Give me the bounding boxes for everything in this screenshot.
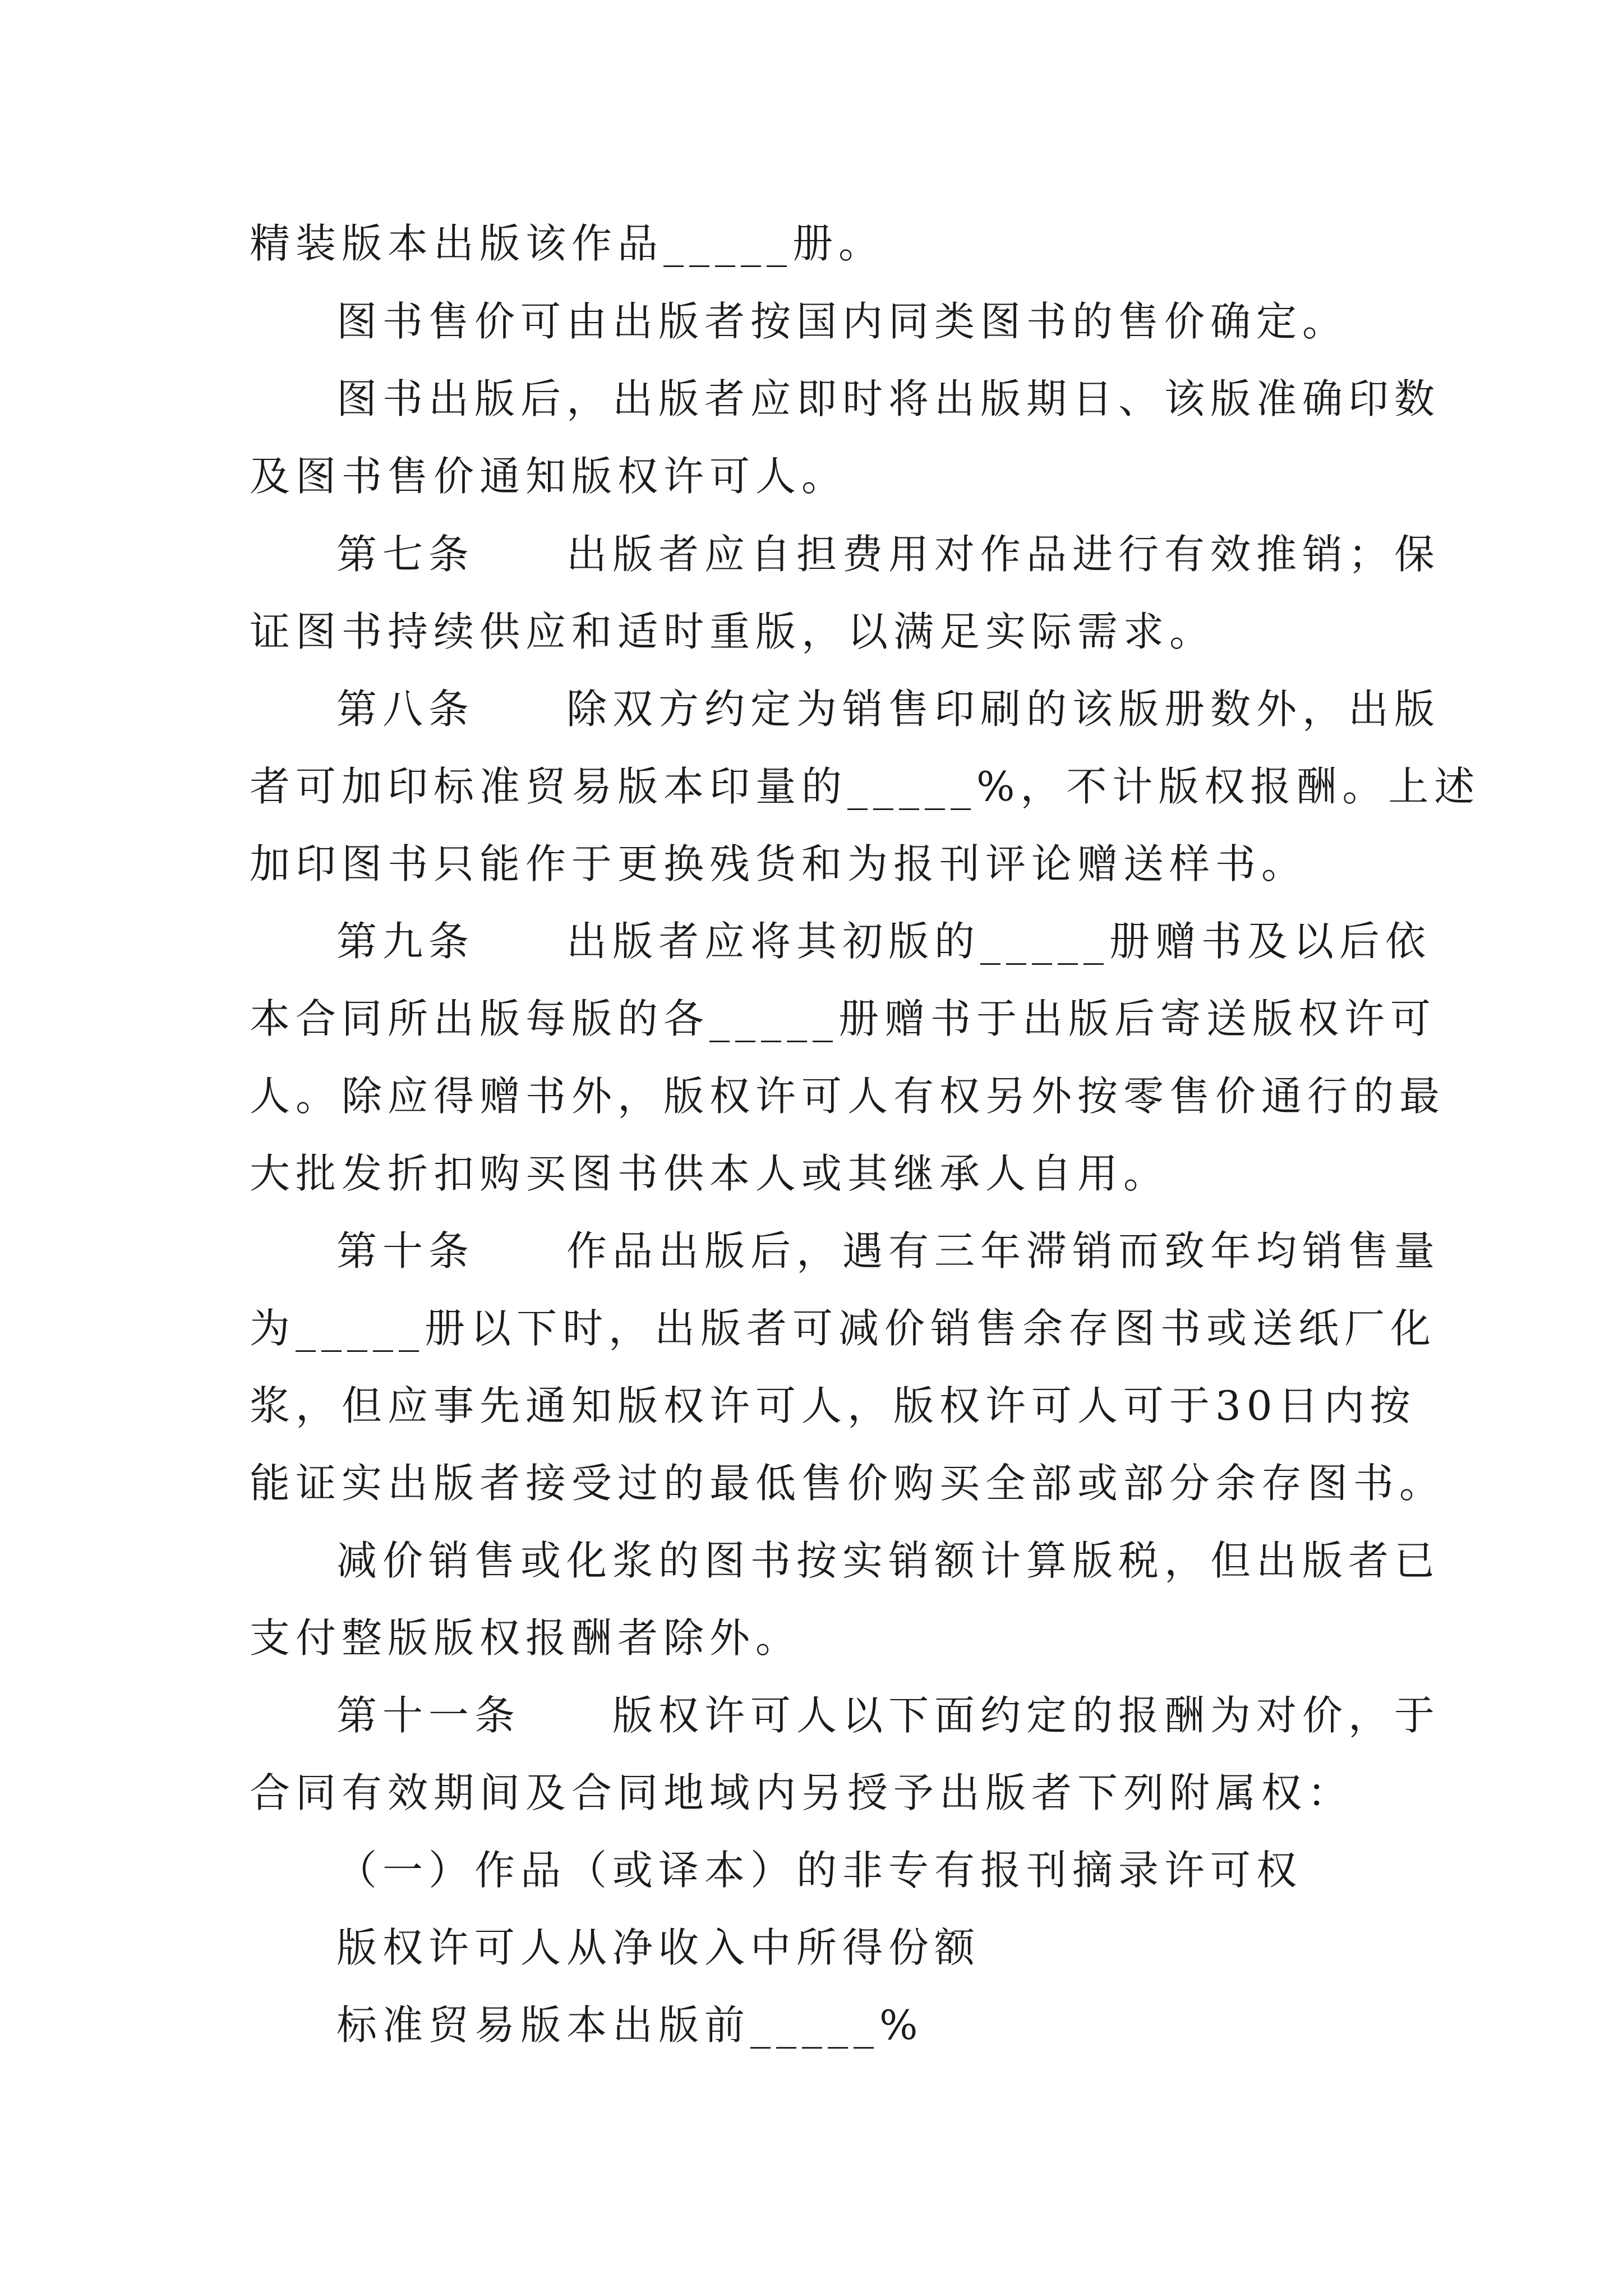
text-line-18: 减价销售或化浆的图书按实销额计算版税，但出版者已 [336, 1537, 1441, 1584]
text-line-6: 证图书持续供应和适时重版，以满足实际需求。 [250, 608, 1216, 655]
text-line-17: 能证实出版者接受过的最低售价购买全部或部分余存图书。 [250, 1460, 1446, 1507]
text-line-19: 支付整版版权报酬者除外。 [250, 1614, 802, 1662]
text-line-22: （一）作品（或译本）的非专有报刊摘录许可权 [336, 1847, 1303, 1894]
text-line-7: 第八条 除双方约定为销售印刷的该版册数外，出版 [336, 685, 1441, 733]
text-line-2: 图书售价可由出版者按国内同类图书的售价确定。 [336, 298, 1349, 345]
text-line-10: 第九条 出版者应将其初版的_____册赠书及以后依 [336, 918, 1432, 965]
text-line-24: 标准贸易版本出版前_____% [336, 2001, 924, 2049]
text-line-1: 精装版本出版该作品_____册。 [250, 220, 885, 267]
text-line-4: 及图书售价通知版权许可人。 [250, 453, 848, 500]
text-line-12: 人。除应得赠书外，版权许可人有权另外按零售价通行的最 [250, 1073, 1446, 1120]
text-line-21: 合同有效期间及合同地域内另授予出版者下列附属权： [250, 1769, 1354, 1816]
text-line-3: 图书出版后，出版者应即时将出版期日、该版准确印数 [336, 375, 1441, 422]
text-line-8: 者可加印标准贸易版本印量的_____%，不计版权报酬。上述 [250, 763, 1481, 810]
text-line-9: 加印图书只能作于更换残货和为报刊评论赠送样书。 [250, 840, 1308, 887]
text-line-23: 版权许可人从净收入中所得份额 [336, 1924, 981, 1971]
text-line-15: 为_____册以下时，出版者可减价销售余存图书或送纸厂化 [250, 1305, 1437, 1352]
text-line-14: 第十条 作品出版后，遇有三年滞销而致年均销售量 [336, 1227, 1441, 1274]
text-line-13: 大批发折扣购买图书供本人或其继承人自用。 [250, 1150, 1170, 1197]
text-line-16: 浆，但应事先通知版权许可人，版权许可人可于30日内按 [250, 1382, 1416, 1429]
text-line-11: 本合同所出版每版的各_____册赠书于出版后寄送版权许可 [250, 995, 1437, 1042]
text-line-5: 第七条 出版者应自担费用对作品进行有效推销；保 [336, 531, 1441, 578]
text-line-20: 第十一条 版权许可人以下面约定的报酬为对价，于 [336, 1692, 1441, 1739]
